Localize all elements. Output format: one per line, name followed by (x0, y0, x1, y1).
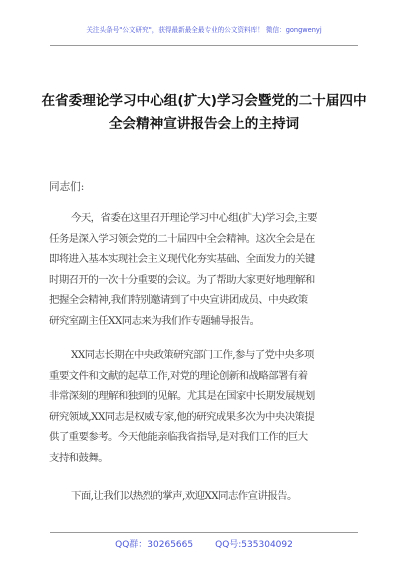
paragraph-line: 把握全会精神,我们特别邀请到了中央宣讲团成员、中央政策 (49, 294, 308, 307)
paragraph-line: 研究室副主任XX同志来为我们作专题辅导报告。 (49, 314, 260, 327)
paragraph-line: 重要文件和文献的起草工作,对党的理论创新和战略部署有着 (49, 369, 308, 382)
paragraph-2 (49, 345, 364, 469)
paragraph-3 (49, 486, 364, 507)
paragraph-1 (49, 208, 364, 332)
header-divider (50, 45, 358, 46)
paragraph-line: 时期召开的一次十分重要的会议。为了帮助大家更好地理解和 (49, 273, 315, 286)
paragraph-line: 支持和鼓舞。 (49, 451, 109, 464)
title-line-1: 在省委理论学习中心组(扩大)学习会暨党的二十届四中 (41, 93, 367, 109)
header-promo-note: 关注头条号"公文研究"，获得最新最全最专业的公文资料库！ 微信：gongwenyj (86, 26, 322, 34)
paragraph-line: 供了重要参考。今天他能亲临我省指导,是对我们工作的巨大 (49, 431, 308, 444)
paragraph-line: 研究领域,XX同志是权威专家,他的研究成果多次为中央决策提 (49, 410, 315, 423)
paragraph-line: 下面,让我们以热烈的掌声,欢迎XX同志作宣讲报告。 (71, 490, 297, 502)
document-title (40, 90, 368, 136)
footer-divider (50, 532, 358, 533)
paragraph-line: 任务是深入学习领会党的二十届四中全会精神。这次全会是在 (49, 232, 315, 245)
footer-contact (0, 537, 408, 550)
title-line-2: 全会精神宣讲报告会上的主持词 (108, 116, 300, 132)
paragraph-line: 即将进入基本实现社会主义现代化夯实基础、全面发力的关键 (49, 253, 315, 266)
greeting: 同志们: (49, 181, 85, 193)
qq-number-text: QQ号:535304092 (215, 540, 293, 550)
qq-group-text: QQ群：30265665 (115, 540, 194, 550)
paragraph-line: 非常深刻的理解和独到的见解。尤其是在国家中长期发展规划 (49, 390, 315, 403)
paragraph-line: XX同志长期在中央政策研究部门工作,参与了党中央多项 (71, 349, 314, 361)
paragraph-line: 今天，省委在这里召开理论学习中心组(扩大)学习会,主要 (71, 212, 317, 224)
